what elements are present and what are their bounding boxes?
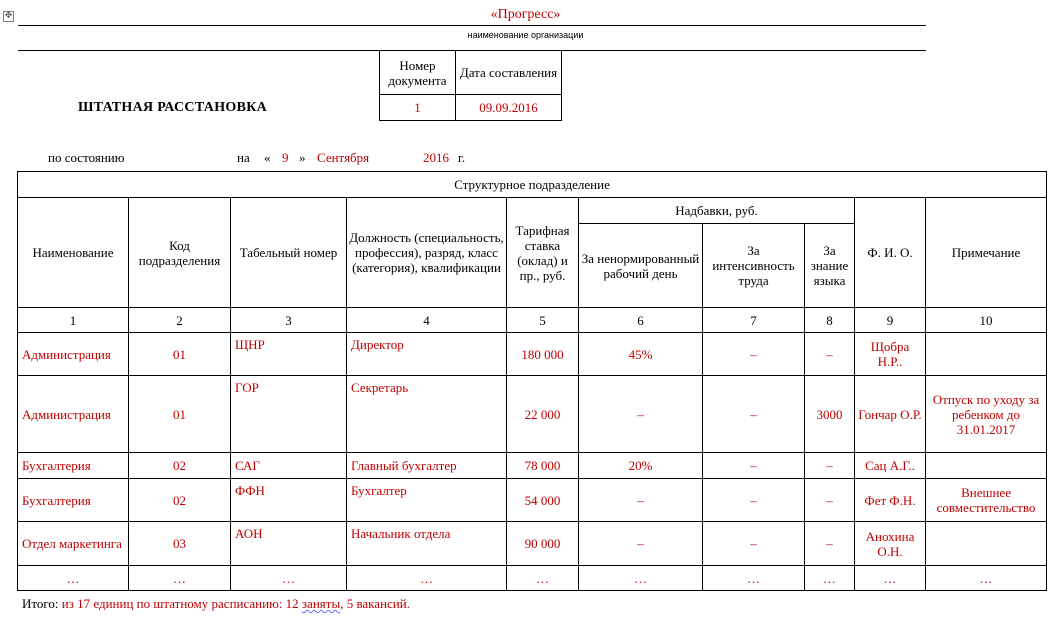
column-number: 8 [805, 308, 855, 333]
organization-name: «Прогресс» [490, 7, 561, 22]
cell-dept[interactable]: … [18, 566, 129, 591]
column-number: 3 [231, 308, 347, 333]
cell-code[interactable]: 01 [129, 333, 231, 376]
document-date[interactable]: 09.09.2016 [456, 95, 562, 121]
header-position: Должность (специальность, профессия), разряд, класс (категория), квалификации [347, 198, 507, 308]
staffing-table [17, 171, 1047, 591]
column-number: 7 [703, 308, 805, 333]
cell-rate[interactable]: 78 000 [507, 453, 579, 479]
cell-position[interactable]: Бухгалтер [347, 479, 507, 522]
cell-code[interactable]: … [129, 566, 231, 591]
cell-irregular[interactable]: 20% [579, 453, 703, 479]
table-row [18, 453, 1047, 479]
cell-rate[interactable]: 180 000 [507, 333, 579, 376]
as-of-day[interactable]: 9 [282, 150, 289, 165]
cell-fio[interactable]: Фет Ф.Н. [855, 479, 926, 522]
cell-intensity[interactable]: – [703, 453, 805, 479]
cell-dept[interactable]: Администрация [18, 376, 129, 453]
cell-code[interactable]: 01 [129, 376, 231, 453]
header-irregular: За ненормированный рабочий день [579, 224, 703, 308]
as-of-on: на [237, 150, 250, 165]
cell-intensity[interactable]: … [703, 566, 805, 591]
header-language: За знание языка [805, 224, 855, 308]
summary-label: Итого: [22, 596, 59, 611]
cell-intensity[interactable]: – [703, 333, 805, 376]
document-info-table [379, 50, 562, 121]
document-number[interactable]: 1 [380, 95, 456, 121]
cell-language[interactable]: – [805, 333, 855, 376]
cell-language[interactable]: – [805, 522, 855, 566]
header-allowances: Надбавки, руб. [579, 198, 855, 224]
header-name: Наименование [18, 198, 129, 308]
cell-tab[interactable]: ЩНР [231, 333, 347, 376]
cell-note[interactable]: Внешнее совместительство [926, 479, 1047, 522]
header-rate: Тарифная ставка (оклад) и пр., руб. [507, 198, 579, 308]
table-row [18, 522, 1047, 566]
table-row [18, 376, 1047, 453]
organization-underline [18, 25, 926, 26]
document-title: ШТАТНАЯ РАССТАНОВКА [78, 100, 268, 115]
cell-fio[interactable]: Анохина О.Н. [855, 522, 926, 566]
summary-part1: из 17 единиц по штатному расписанию: 12 [61, 596, 299, 611]
table-row [18, 566, 1047, 591]
column-number: 5 [507, 308, 579, 333]
group-header: Структурное подразделение [18, 172, 1047, 198]
table-move-icon[interactable]: ✥ [4, 11, 13, 21]
cell-dept[interactable]: Отдел маркетинга [18, 522, 129, 566]
cell-intensity[interactable]: – [703, 376, 805, 453]
cell-note[interactable]: Отпуск по уходу за ребенком до 31.01.2017 [926, 376, 1047, 453]
cell-language[interactable]: – [805, 453, 855, 479]
cell-irregular[interactable]: 45% [579, 333, 703, 376]
cell-rate[interactable]: 90 000 [507, 522, 579, 566]
as-of-label: по состоянию [48, 150, 125, 165]
cell-dept[interactable]: Администрация [18, 333, 129, 376]
cell-irregular[interactable]: … [579, 566, 703, 591]
as-of-year[interactable]: 2016 [423, 150, 449, 165]
cell-position[interactable]: Главный бухгалтер [347, 453, 507, 479]
cell-language[interactable]: – [805, 479, 855, 522]
cell-note[interactable]: … [926, 566, 1047, 591]
column-number-row [18, 308, 1047, 333]
cell-dept[interactable]: Бухгалтерия [18, 453, 129, 479]
summary-part2: , 5 вакансий. [340, 596, 410, 611]
header-intensity: За интенсивность труда [703, 224, 805, 308]
column-number: 2 [129, 308, 231, 333]
cell-fio[interactable]: … [855, 566, 926, 591]
cell-tab[interactable]: САГ [231, 453, 347, 479]
cell-tab[interactable]: ГОР [231, 376, 347, 453]
table-row [18, 479, 1047, 522]
header-code: Код подразделения [129, 198, 231, 308]
cell-rate[interactable]: 54 000 [507, 479, 579, 522]
cell-irregular[interactable]: – [579, 376, 703, 453]
table-row [18, 333, 1047, 376]
header-fio: Ф. И. О. [855, 198, 926, 308]
column-number: 10 [926, 308, 1047, 333]
cell-note[interactable] [926, 453, 1047, 479]
cell-dept[interactable]: Бухгалтерия [18, 479, 129, 522]
cell-intensity[interactable]: – [703, 522, 805, 566]
cell-position[interactable]: Начальник отдела [347, 522, 507, 566]
cell-rate[interactable]: … [507, 566, 579, 591]
cell-tab[interactable]: ФФН [231, 479, 347, 522]
cell-position[interactable]: … [347, 566, 507, 591]
cell-tab[interactable]: … [231, 566, 347, 591]
column-number: 4 [347, 308, 507, 333]
column-number: 1 [18, 308, 129, 333]
cell-fio[interactable]: Гончар О.Р. [855, 376, 926, 453]
cell-irregular[interactable]: – [579, 522, 703, 566]
quote-close: » [299, 150, 306, 165]
cell-note[interactable] [926, 333, 1047, 376]
column-number: 6 [579, 308, 703, 333]
cell-position[interactable]: Секретарь [347, 376, 507, 453]
as-of-year-suffix: г. [458, 150, 466, 165]
cell-irregular[interactable]: – [579, 479, 703, 522]
cell-code[interactable]: 03 [129, 522, 231, 566]
quote-open: « [264, 150, 271, 165]
cell-fio[interactable]: Щобра Н.Р.. [855, 333, 926, 376]
organization-caption: наименование организации [467, 30, 584, 40]
column-number: 9 [855, 308, 926, 333]
cell-language[interactable]: 3000 [805, 376, 855, 453]
cell-intensity[interactable]: – [703, 479, 805, 522]
summary-line [22, 596, 410, 612]
cell-position[interactable]: Директор [347, 333, 507, 376]
header-tab-number: Табельный номер [231, 198, 347, 308]
date-header: Дата составления [456, 51, 562, 95]
cell-rate[interactable]: 22 000 [507, 376, 579, 453]
cell-language[interactable]: … [805, 566, 855, 591]
cell-code[interactable]: 02 [129, 479, 231, 522]
summary-occupied: заняты [301, 596, 341, 611]
number-header: Номер документа [380, 51, 456, 95]
cell-note[interactable] [926, 522, 1047, 566]
header-note: Примечание [926, 198, 1047, 308]
as-of-month[interactable]: Сентября [317, 150, 370, 165]
cell-fio[interactable]: Сац А.Г.. [855, 453, 926, 479]
cell-tab[interactable]: АОН [231, 522, 347, 566]
cell-code[interactable]: 02 [129, 453, 231, 479]
